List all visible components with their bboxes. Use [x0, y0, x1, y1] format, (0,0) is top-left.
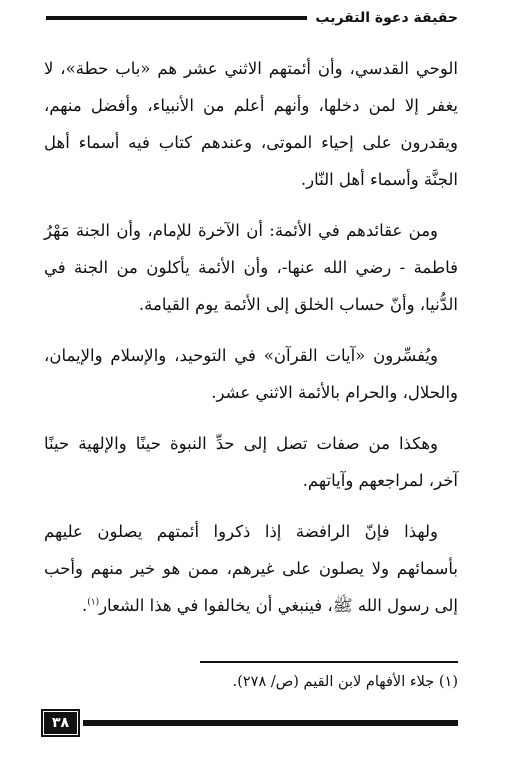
paragraph-3: ويُفسِّرون «آيات القرآن» في التوحيد، والإسلام والإيمان، والحلال، والحرام بالأئمة الاثني عشر. [44, 346, 458, 402]
header-rule [46, 16, 307, 20]
paragraph-5-text: ولهذا فإنّ الرافضة إذا ذكروا أئمتهم يصلون عليهم بأسمائهم ولا يصلون على غيرهم، ممن هو خير منهم وأحب إلى رسول الله ﷺ، فينبغي أن يخالفوا في هذا الشعار [44, 522, 458, 615]
page-number: ٣٨ [44, 712, 77, 734]
paragraph-5: ولهذا فإنّ الرافضة إذا ذكروا أئمتهم يصلون عليهم بأسمائهم ولا يصلون على غيرهم، ممن هو خير منهم وأحب إلى رسول الله ﷺ، فينبغي أن يخالفوا في هذا الشعار$^{(١)}$. [44, 522, 458, 615]
body-text [44, 50, 458, 638]
book-title: حقيقة دعوة التقريب [315, 10, 458, 26]
page-footer [44, 711, 458, 735]
footnote: (١) جلاء الأفهام لابن القيم (ص/ ٢٧٨). [232, 674, 458, 690]
paragraph-2: ومن عقائدهم في الأئمة: أن الآخرة للإمام، وأن الجنة مَهْرُ فاطمة - رضي الله عنها-، وأن الأئمة يأكلون من الجنة في الدُّنيا، وأنّ حساب الخلق إلى الأئمة يوم القيامة. [44, 221, 458, 314]
running-header [46, 6, 458, 30]
footer-rule [83, 720, 458, 726]
footnote-marker[interactable]: (١) [87, 597, 100, 608]
paragraph-4: وهكذا من صفات تصل إلى حدِّ النبوة حينًا والإلهية حينًا آخر، لمراجعهم وآياتهم. [44, 434, 458, 490]
footnote-rule [200, 661, 458, 663]
paragraph-1: الوحي القدسي، وأن أئمتهم الاثني عشر هم «باب حطة»، لا يغفر إلا لمن دخلها، وأنهم أعلم من الأنبياء، وأفضل منهم، ويقدرون على إحياء الموتى، وعندهم كتاب فيه أسماء أهل الجنَّة وأسماء أهل النّار. [44, 59, 458, 189]
